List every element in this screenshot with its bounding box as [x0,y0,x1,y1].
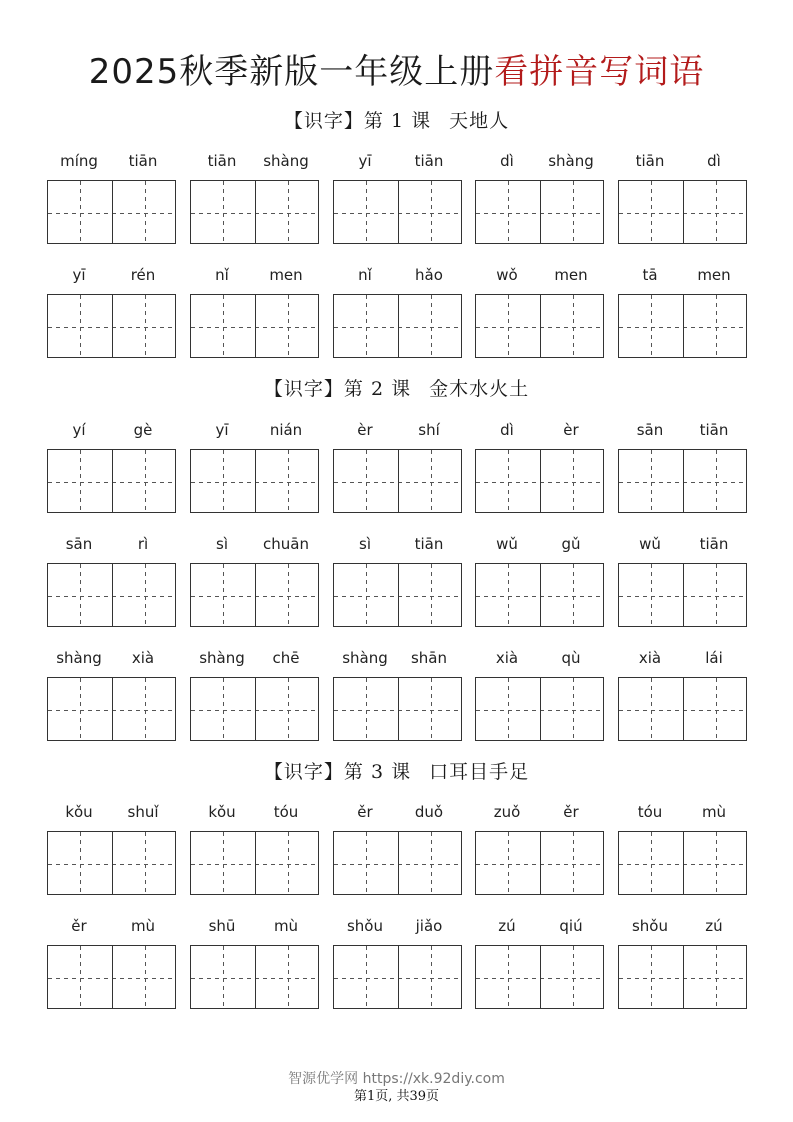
word-group [618,802,748,902]
writing-grid[interactable] [47,180,176,244]
word-group [333,265,463,365]
writing-grid[interactable] [47,294,176,358]
pinyin-label: xià [495,649,519,667]
word-group [333,802,463,902]
lesson-heading-2 [0,376,793,402]
word-group [618,916,748,1016]
word-group [190,916,320,1016]
pinyin-label: sì [359,535,371,553]
word-row [0,265,793,365]
pinyin-label: dì [707,152,721,170]
pinyin-label: shàng [342,649,388,667]
word-group [47,648,177,748]
pinyin-label: nǐ [215,266,229,284]
pinyin-label: mù [130,917,156,935]
writing-grid[interactable] [475,180,604,244]
pinyin-label: shàng [199,649,245,667]
lesson-category: 【识字】 [283,110,364,132]
writing-grid[interactable] [190,449,319,513]
lesson-number: 第 1 课 [363,110,432,132]
writing-grid[interactable] [47,563,176,627]
pinyin-label: wǔ [639,535,661,553]
writing-grid[interactable] [618,180,747,244]
word-group [618,420,748,520]
pinyin-label: nián [269,421,303,439]
lesson-category: 【识字】 [263,378,344,400]
word-group [333,648,463,748]
writing-grid[interactable] [190,831,319,895]
pinyin-label: xià [638,649,662,667]
word-group [475,151,605,251]
pinyin-label: men [269,266,303,284]
writing-grid[interactable] [333,180,462,244]
writing-grid[interactable] [475,294,604,358]
lesson-number: 第 3 课 [343,761,412,783]
source-footer: 智源优学网 https://xk.92diy.com [288,1071,505,1087]
word-row [0,420,793,520]
pinyin-label: shān [410,649,448,667]
pinyin-label: shū [208,917,236,935]
pinyin-label: tiān [635,152,665,170]
word-group [333,534,463,634]
pinyin-label: zuǒ [493,803,521,821]
writing-grid[interactable] [618,831,747,895]
word-group [618,534,748,634]
writing-grid[interactable] [618,449,747,513]
title-main: 2025秋季新版一年级上册 [88,52,495,92]
lesson-number: 第 2 课 [343,378,412,400]
pinyin-label: rì [137,535,149,553]
pinyin-label: yī [72,266,86,284]
word-row [0,151,793,251]
pinyin-label: wǒ [496,266,518,284]
pinyin-label: shàng [548,152,594,170]
word-row [0,916,793,1016]
pinyin-label: hǎo [415,266,443,284]
pinyin-label: sān [65,535,93,553]
pinyin-label: jiǎo [415,917,443,935]
pinyin-label: shǒu [346,917,383,935]
writing-grid[interactable] [333,677,462,741]
writing-grid[interactable] [333,449,462,513]
pinyin-label: yí [72,421,86,439]
pinyin-label: chuān [263,535,309,553]
pinyin-label: mù [701,803,727,821]
word-group [618,265,748,365]
writing-grid[interactable] [333,294,462,358]
word-group [475,648,605,748]
pinyin-label: tóu [637,803,663,821]
pinyin-label: zú [705,917,723,935]
word-group [47,534,177,634]
pinyin-label: ěr [563,803,579,821]
pinyin-label: tiān [414,152,444,170]
writing-grid[interactable] [47,677,176,741]
pinyin-label: tiān [414,535,444,553]
word-group [475,802,605,902]
pinyin-label: ěr [71,917,87,935]
pinyin-label: kǒu [65,803,93,821]
pinyin-label: nǐ [358,266,372,284]
writing-grid[interactable] [475,831,604,895]
pinyin-label: rén [130,266,156,284]
pinyin-label: kǒu [208,803,236,821]
title-highlight: 看拼音写词语 [494,52,705,92]
word-group [475,265,605,365]
pinyin-label: duǒ [414,803,444,821]
lesson-heading-1 [0,108,793,134]
pinyin-label: gè [133,421,153,439]
pinyin-label: mù [273,917,299,935]
pinyin-label: míng [60,152,98,170]
pinyin-label: tiān [699,535,729,553]
word-group [333,151,463,251]
writing-grid[interactable] [333,945,462,1009]
word-group [47,916,177,1016]
pinyin-label: tiān [128,152,158,170]
pinyin-label: xià [131,649,155,667]
word-row [0,802,793,902]
writing-grid[interactable] [333,563,462,627]
pinyin-label: men [554,266,588,284]
writing-grid[interactable] [190,563,319,627]
lesson-heading-3 [0,759,793,785]
word-group [333,420,463,520]
pinyin-label: shàng [263,152,309,170]
word-row [0,648,793,748]
pinyin-label: tóu [273,803,299,821]
word-group [190,151,320,251]
lesson-name: 口耳目手足 [429,761,530,783]
pinyin-label: yī [215,421,229,439]
word-group [333,916,463,1016]
word-group [190,265,320,365]
pinyin-label: tiān [699,421,729,439]
writing-grid[interactable] [47,831,176,895]
pinyin-label: shí [418,421,440,439]
pinyin-label: shàng [56,649,102,667]
pinyin-label: shǒu [631,917,668,935]
word-group [190,534,320,634]
pinyin-label: dì [500,421,514,439]
writing-grid[interactable] [618,677,747,741]
word-group [618,151,748,251]
pinyin-label: dì [500,152,514,170]
writing-grid[interactable] [618,563,747,627]
word-row [0,534,793,634]
pinyin-label: èr [357,421,373,439]
writing-grid[interactable] [190,945,319,1009]
pinyin-label: yī [358,152,372,170]
writing-grid[interactable] [190,180,319,244]
word-group [47,802,177,902]
writing-grid[interactable] [333,831,462,895]
writing-grid[interactable] [47,945,176,1009]
writing-grid[interactable] [475,563,604,627]
pinyin-label: tiān [207,152,237,170]
lesson-name: 金木水火土 [429,378,530,400]
writing-grid[interactable] [475,449,604,513]
word-group [618,648,748,748]
pinyin-label: zú [498,917,516,935]
pinyin-label: èr [563,421,579,439]
writing-grid[interactable] [475,677,604,741]
writing-grid[interactable] [475,945,604,1009]
writing-grid[interactable] [618,294,747,358]
word-group [475,916,605,1016]
word-group [190,648,320,748]
word-group [47,265,177,365]
word-group [475,534,605,634]
pinyin-label: gǔ [561,535,581,553]
pinyin-label: tā [642,266,658,284]
pinyin-label: qiú [559,917,583,935]
pinyin-label: lái [705,649,723,667]
word-group [47,420,177,520]
pinyin-label: wǔ [496,535,518,553]
writing-grid[interactable] [47,449,176,513]
pinyin-label: qù [561,649,581,667]
pinyin-label: sì [216,535,228,553]
word-group [475,420,605,520]
writing-grid[interactable] [190,677,319,741]
pinyin-label: shuǐ [127,803,159,821]
pinyin-label: chē [272,649,300,667]
pinyin-label: sān [636,421,664,439]
word-group [47,151,177,251]
writing-grid[interactable] [618,945,747,1009]
lesson-name: 天地人 [449,110,510,132]
pinyin-label: ěr [357,803,373,821]
word-group [190,802,320,902]
page-title [0,48,793,96]
pinyin-label: men [697,266,731,284]
lesson-category: 【识字】 [263,761,344,783]
writing-grid[interactable] [190,294,319,358]
page-number: 第1页, 共39页 [353,1089,440,1104]
word-group [190,420,320,520]
